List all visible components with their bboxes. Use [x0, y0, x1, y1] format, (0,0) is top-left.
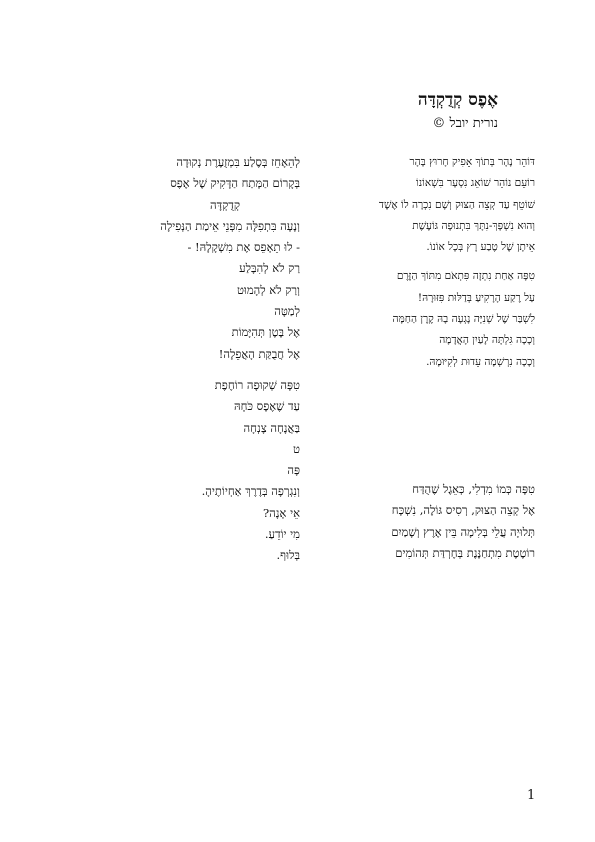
poem-line: לְהֵאָחֵז בְּסֶלַע בִּמְזֻעֶרֶת נְקוּדָה [176, 155, 300, 169]
poem-line: עַד שֶׁאֶפֶס כֹּחָהּ [233, 399, 300, 414]
poem-line: מִי יוֹדֵעַ. [264, 527, 300, 542]
poem-line: טִפָּה כְּמוֹ מִדְלִי, כְּאֵגֶל שֶׁהֻדַּח [412, 482, 535, 496]
poem-line: תְּלוּיָה עֲלֵי בְּלִימָה בֵּין אֶרֶץ וְשָׁמַיִם [391, 524, 535, 539]
poem-line: קְדֻקְדָּה [210, 197, 240, 212]
page-number: 1 [527, 788, 536, 803]
poem-line: וְהוּא נִשְׁפָּךְ-נִתָּךְ בִּתְנוּפָה גּוֹעֶשֶׁת [412, 219, 535, 232]
poem-line: אֵיתָן שֶׁל טֶבַע רָץ בְּכָל אוֹנוֹ. [426, 241, 535, 254]
poem-line: טִפָּה שְׁקוּפָה רוֹחֶפֶת [214, 377, 300, 392]
poem-line: בְּקָרוֹם הַמָּתַח הַדָּקִיק שֶׁל אֶפֶס [170, 176, 300, 191]
poem-line: וְרַק לֹא לְהָמוּט [236, 282, 300, 297]
poem-title: אֶפֶס קְדֻקְדָּה [417, 90, 498, 110]
poem-line: וְכָכָה נִרְשְׁמָה עֵדוּת לְקִיּוּמָהּ. [426, 355, 535, 368]
poem-line: אֶל קְצֵה הַצּוּק, רְסִיס גּוֹלֶה, נִשְׁכָּח [391, 503, 535, 518]
stanza-4 [50, 375, 300, 567]
poem-line: וְכָכָה גִּלְתָּה לָעַיִן הָאֲדָמָה [439, 334, 535, 347]
poem-line: דּוֹהֵר נָהָר בְּתוֹךְ אָפִיק חָרוּץ בָּהָר [409, 156, 535, 168]
poem-line: לִשְׁבַּר שֶׁל שְׁנִיָּה נָגְעָה בָהּ קֶרֶן הַחַמָּה [392, 313, 535, 326]
poem-line: רַק לֹא לְהִבָּלַע [239, 261, 300, 276]
poem-left-column [50, 152, 300, 567]
poem-line: רוֹעֵם נוֹהֵר שׁוֹאֵג נִסְעָר בִּשְׁאוֹנוֹ [416, 177, 535, 190]
poem-line: רוֹטֶטֶת מִתְחַנֶּנֶת בְּחֶרְדַּת תְּהוֹמִים [395, 545, 535, 560]
poem-author: נורית יובל © [432, 116, 498, 131]
poem-line: טִפָּה אַחַת נִתְזָה פִּתְאֹם מִתּוֹךְ הַזֶּרֶם [396, 270, 535, 283]
poem-line: וְנָעָה בִּתְפִלָּה מִפְּנֵי אֵימַת הַנְּפִילָה [160, 218, 300, 233]
poem-line: וְנִגְרְפָה בְּדֶרֶךְ אַחְיוֹתֶיהָ. [201, 484, 300, 499]
stanza-1 [285, 152, 535, 258]
poem-line: בְּלוּף. [276, 548, 300, 563]
poem-line: לְמַטָּה [274, 304, 300, 319]
poem-line: עַל רֶקַע הָרָקִיעַ בְּדַלּוּת פִּזּוּרָהּ! [417, 291, 535, 304]
poem-line: בַּאֲנָחָה צָנְחָה [243, 420, 300, 435]
poem-line: ט [293, 441, 300, 456]
stanza-3 [50, 152, 300, 365]
stanza-2 [285, 266, 535, 372]
stanza-final [285, 479, 535, 564]
poem-line: - לוּ תֵאָפֵס אֶת מִשְׁקָלָהּ! - [187, 240, 300, 255]
poem-line: אֵי אָנָה? [263, 505, 300, 520]
poem-line: שׁוֹטֵף עַד קְצֵה הַצּוּק וְשָׁם נִכְרָה לוֹ אֶשֶׁד [378, 198, 535, 211]
poem-line: אֶל חֲבֻקַּת הָאֲפֵלָה! [218, 346, 300, 361]
poem-line: פָּה [287, 463, 300, 478]
poem-line: אֶל בֶּטֶן תְּהִיָּמוֹת [231, 325, 300, 340]
